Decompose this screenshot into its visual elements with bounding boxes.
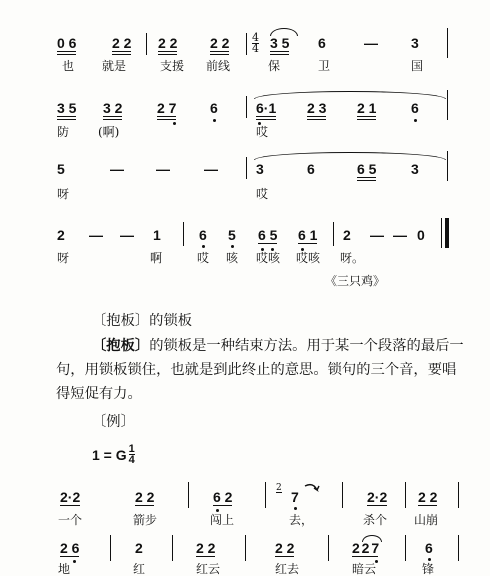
note: 1	[153, 227, 161, 243]
barline	[405, 535, 406, 561]
note: 6	[425, 540, 433, 556]
key-signature: 1 = G $\frac{1}{4}$	[92, 443, 135, 466]
note: 6	[199, 227, 207, 243]
note: 6 5	[258, 227, 278, 243]
note: 6	[411, 100, 419, 116]
note: 6	[307, 161, 315, 177]
note: 2 2	[135, 489, 155, 505]
lower-octave-dot	[213, 119, 216, 122]
note: 2	[343, 227, 351, 243]
lyric: 红去	[275, 562, 300, 576]
lyric: 闯上	[210, 513, 235, 527]
lyric: 哎	[256, 125, 269, 139]
lower-octave-dot	[173, 122, 176, 125]
note: 2 6	[60, 540, 80, 556]
paragraph-label: 〔抱板〕	[92, 338, 150, 354]
lyric: 支援	[160, 59, 185, 73]
note: 2 2	[112, 36, 131, 55]
note: 2	[135, 540, 143, 556]
note: 3	[411, 35, 419, 51]
note: 3 5	[57, 101, 76, 120]
lyric: 山崩	[414, 513, 439, 527]
final-barline	[441, 218, 449, 248]
barline	[146, 33, 147, 55]
note: —	[89, 227, 103, 243]
grace-note: 2	[276, 483, 282, 493]
note: —	[120, 227, 134, 243]
lyric: 啊	[150, 251, 163, 265]
barline	[447, 151, 448, 181]
lyric: 咳	[226, 251, 239, 265]
note: 2 2 7	[352, 540, 379, 556]
note: 2	[57, 227, 65, 243]
lyric: 前线	[206, 59, 231, 73]
lyric: 防	[57, 125, 70, 139]
note: 6	[210, 100, 218, 116]
note: —	[156, 161, 170, 177]
barline	[458, 482, 459, 508]
lyric: 哎	[256, 187, 269, 201]
note: 6 5	[357, 162, 376, 181]
barline	[447, 90, 448, 120]
barline	[246, 33, 247, 55]
paragraph	[56, 334, 466, 406]
note: 2 3	[307, 101, 326, 120]
slur	[254, 152, 446, 160]
barline	[328, 535, 329, 561]
barline	[246, 157, 247, 179]
barline	[172, 535, 173, 561]
section-heading: 〔抱板〕的锁板	[92, 313, 193, 329]
note: 3	[411, 161, 419, 177]
lyric: 哎	[197, 251, 210, 265]
lower-octave-dot	[216, 509, 219, 512]
paragraph-body: 的锁板是一种结束方法。用于某一个段落的最后一句，用锁板锁住，也就是到此终止的意思。锁句的三个音，要唱得短促有力。	[56, 338, 464, 402]
lower-octave-dot	[414, 119, 417, 122]
barline	[183, 222, 184, 246]
lyric: 国	[411, 59, 424, 73]
barline	[265, 482, 266, 508]
lower-octave-dot	[231, 245, 234, 248]
barline	[333, 222, 334, 246]
note: —	[204, 161, 218, 177]
note: —	[393, 227, 407, 243]
lyric: 去，	[289, 513, 314, 527]
lyric: 箭步	[133, 513, 158, 527]
note: 2 2	[210, 36, 229, 55]
note: 0	[417, 227, 425, 243]
note: 2 7	[157, 101, 176, 120]
barline	[188, 482, 189, 508]
barline	[245, 535, 246, 561]
note: 3	[256, 161, 264, 177]
lyric: 红	[133, 562, 146, 576]
note: 3 2	[103, 101, 122, 120]
example-label: 〔例〕	[92, 414, 135, 430]
note: —	[370, 227, 384, 243]
barline	[405, 482, 406, 508]
lyric: 地	[58, 562, 71, 576]
note: 6 2	[213, 489, 233, 505]
lyric: 锋	[422, 562, 435, 576]
time-signature: $\frac{4}{4}$	[252, 31, 259, 55]
lyric: 哎咳	[296, 251, 321, 265]
lyric: 杀个	[363, 513, 388, 527]
barline	[246, 96, 247, 118]
lyric: (啊)	[98, 125, 120, 139]
note: —	[110, 161, 124, 177]
note: 5	[57, 161, 65, 177]
note: 2 2	[418, 489, 438, 505]
lower-octave-dot	[73, 560, 76, 563]
lower-octave-dot	[428, 558, 431, 561]
lower-octave-dot	[202, 245, 205, 248]
note: 7	[291, 489, 299, 505]
lyric: 就是	[102, 59, 127, 73]
lyric: 呀。	[340, 251, 365, 265]
barline	[342, 482, 343, 508]
barline	[447, 28, 448, 58]
lyric: 保	[268, 59, 281, 73]
lyric: 暗云	[352, 562, 377, 576]
note: 6 1	[298, 227, 318, 243]
note: 2 1	[357, 101, 376, 120]
lyric: 也	[62, 59, 75, 73]
song-source: 《三只鸡》	[325, 274, 386, 288]
ornament-mark	[303, 482, 323, 496]
note: 0 6	[57, 36, 76, 55]
note: 2·2	[367, 489, 388, 505]
lower-octave-dot	[294, 507, 297, 510]
barline	[458, 535, 459, 561]
lyric: 一个	[58, 513, 83, 527]
note: 2·2	[60, 489, 81, 505]
lyric: 哎咳	[256, 251, 281, 265]
note: 2 2	[275, 540, 295, 556]
lyric: 呀	[57, 187, 70, 201]
note: 5	[228, 227, 236, 243]
slur	[254, 91, 446, 99]
lyric: 卫	[318, 59, 331, 73]
note: 6	[318, 35, 326, 51]
lyric: 呀	[57, 251, 70, 265]
lyric: 红云	[196, 562, 221, 576]
barline	[110, 535, 111, 561]
note: 3 5	[270, 36, 289, 55]
note: —	[364, 35, 378, 51]
note: 2 2	[158, 36, 177, 55]
note: 2 2	[196, 540, 216, 556]
note: 6·1	[256, 101, 276, 120]
